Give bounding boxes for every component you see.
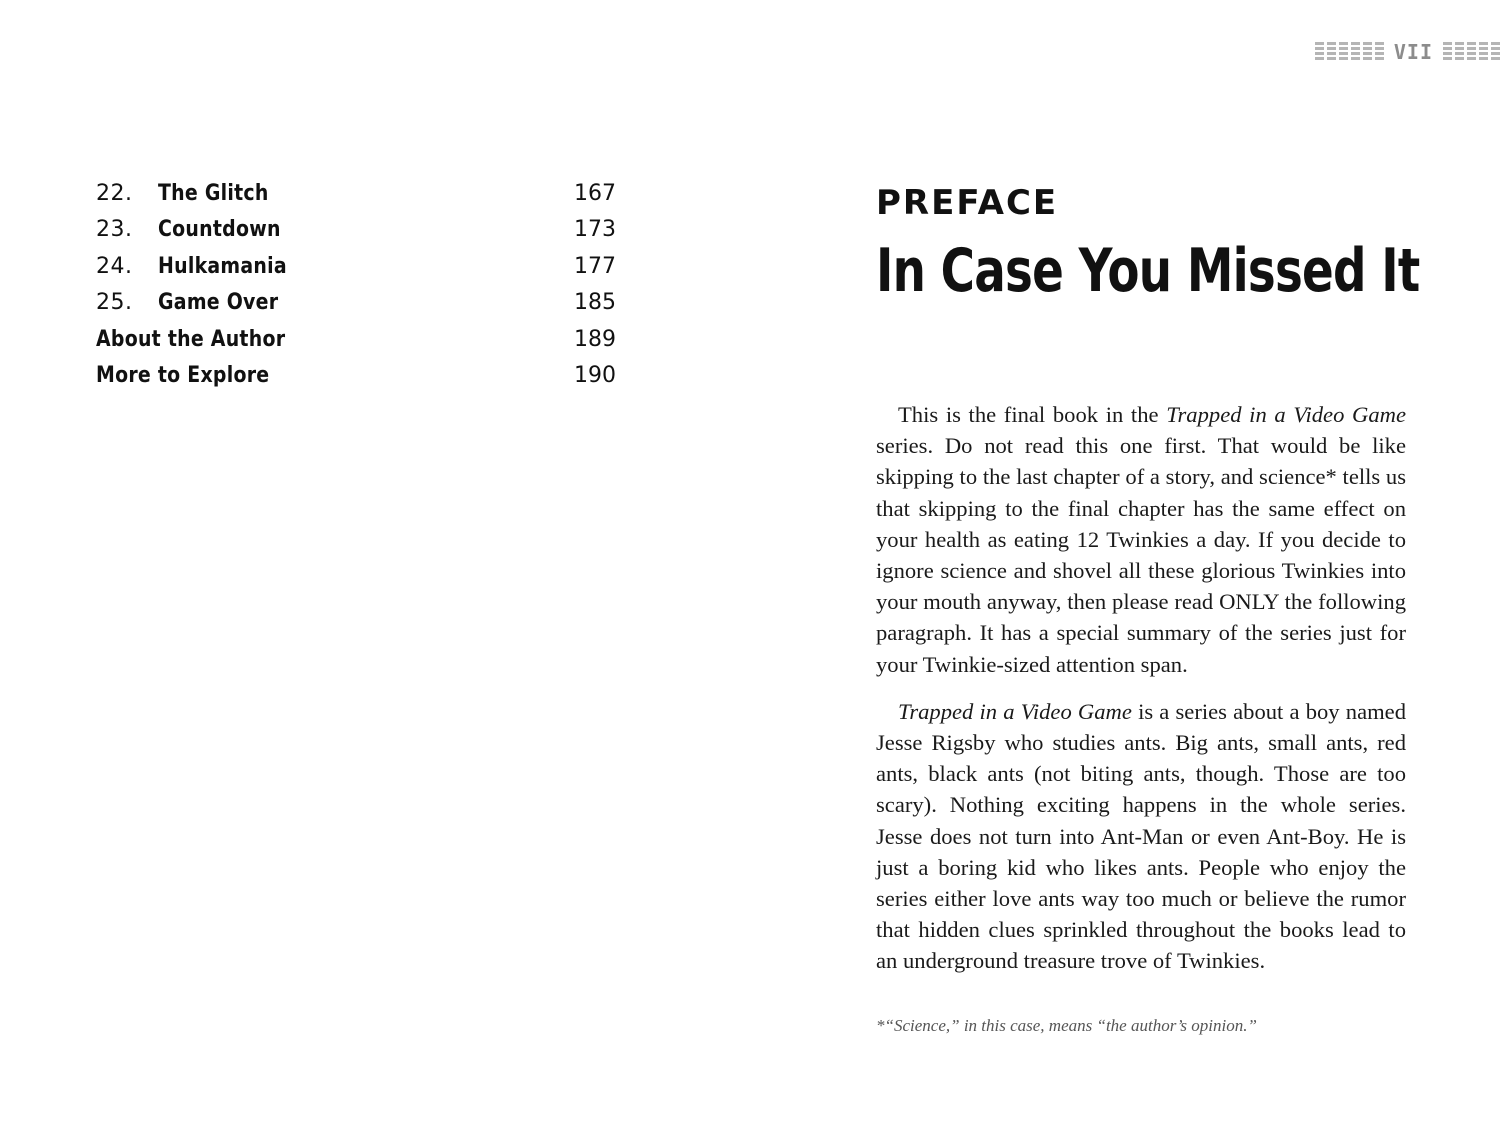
toc-entry-page: 185 bbox=[574, 290, 616, 316]
footnote: *“Science,” in this case, means “the author’s opinion.” bbox=[876, 1016, 1257, 1035]
toc-entry-about-the-author bbox=[96, 327, 616, 363]
series-title: Trapped in a Video Game bbox=[898, 698, 1132, 724]
toc-entry-title: More to Explore bbox=[96, 362, 270, 388]
toc-entry-page: 190 bbox=[574, 362, 616, 388]
toc-entry-title: About the Author bbox=[96, 326, 286, 352]
table-of-contents bbox=[96, 181, 616, 399]
pixel-ornament-left bbox=[1315, 42, 1384, 62]
paragraph-text: series. Do not read this one first. That would be like skipping to the last chapter of a story, and science* tells us that skipping to the final chapter has the same effect on your health as eating 12 Twinkies a day. If you decide to ignore science and shovel all these glorious Twinkies into your mouth anyway, then please read ONLY the following paragraph. It has a special summary of the series just for your Twinkie-sized attention span. bbox=[876, 433, 1406, 677]
preface-kicker: PREFACE bbox=[876, 183, 1059, 223]
toc-entry-page: 177 bbox=[574, 253, 616, 279]
toc-entry-title: Hulkamania bbox=[158, 253, 287, 279]
toc-entry-title: Game Over bbox=[158, 290, 279, 316]
toc-entry-title: The Glitch bbox=[158, 181, 269, 206]
page-folio: VII bbox=[1393, 40, 1433, 64]
preface-title: In Case You Missed It bbox=[876, 236, 1420, 306]
toc-entry-25 bbox=[96, 290, 616, 326]
preface-paragraph-1 bbox=[876, 399, 1406, 680]
toc-entry-24 bbox=[96, 254, 616, 290]
preface-body bbox=[876, 399, 1406, 993]
toc-entry-22 bbox=[96, 181, 616, 217]
toc-entry-number: 23. bbox=[96, 217, 133, 243]
toc-entry-number: 22. bbox=[96, 181, 133, 206]
pixel-ornament-right bbox=[1443, 42, 1500, 62]
toc-entry-title: Countdown bbox=[158, 217, 281, 243]
series-title: Trapped in a Video Game bbox=[1166, 402, 1406, 427]
paragraph-text: is a series about a boy named Jesse Rigsby who studies ants. Big ants, small ants, red ants, black ants (not biting ants, though. Those are too scary). Nothing exciting happens in the whole series. Jesse does not turn into Ant-Man or even Ant-Boy. He is just a boring kid who likes ants. People who enjoy the series either love ants way too much or believe the rumor that hidden clues sprinkled throughout the books lead to an underground treasure trove of Twinkies. bbox=[876, 698, 1406, 974]
toc-entry-more-to-explore bbox=[96, 363, 616, 399]
running-header bbox=[1315, 40, 1500, 64]
toc-entry-number: 25. bbox=[96, 290, 133, 316]
toc-entry-23 bbox=[96, 217, 616, 253]
toc-entry-number: 24. bbox=[96, 253, 133, 279]
preface-paragraph-2 bbox=[876, 696, 1406, 977]
toc-entry-page: 167 bbox=[574, 181, 616, 206]
toc-entry-page: 173 bbox=[574, 217, 616, 243]
paragraph-text: This is the final book in the bbox=[898, 402, 1167, 427]
toc-entry-page: 189 bbox=[574, 326, 616, 352]
